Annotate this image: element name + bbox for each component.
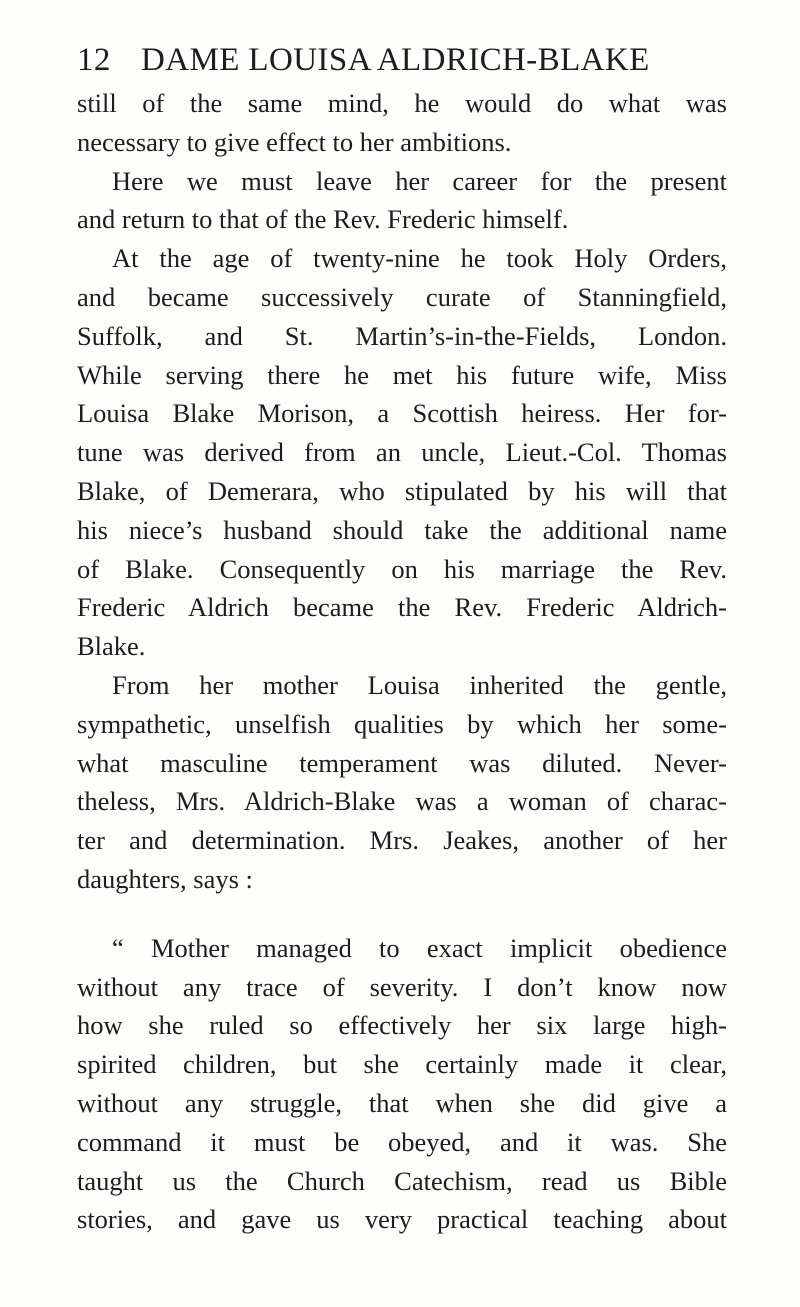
text-line: and became successively curate of Stanningfield, bbox=[77, 281, 727, 312]
text-line: Suffolk, and St. Martin’s-in-the-Fields, London. bbox=[77, 320, 727, 351]
text-line: From her mother Louisa inherited the gentle, bbox=[112, 669, 727, 700]
text-line: of Blake. Consequently on his marriage the Rev. bbox=[77, 553, 727, 584]
text-line: spirited children, but she certainly made it clear, bbox=[77, 1049, 727, 1080]
text-line: tune was derived from an uncle, Lieut.-Col. Thomas bbox=[77, 437, 727, 468]
text-line: Blake, of Demerara, who stipulated by his will that bbox=[77, 475, 727, 506]
text-line: how she ruled so effectively her six large high- bbox=[77, 1010, 727, 1041]
text-line: stories, and gave us very practical teaching about bbox=[77, 1204, 727, 1235]
text-line: Blake. bbox=[77, 631, 146, 662]
running-head bbox=[77, 40, 727, 80]
text-line: At the age of twenty-nine he took Holy Orders, bbox=[112, 243, 727, 274]
text-line: ter and determination. Mrs. Jeakes, another of her bbox=[77, 825, 727, 856]
text-line: Here we must leave her career for the present bbox=[112, 165, 727, 196]
block-quote bbox=[77, 929, 727, 1239]
text-line: theless, Mrs. Aldrich-Blake was a woman of charac- bbox=[77, 786, 727, 817]
text-line: Frederic Aldrich became the Rev. Frederic Aldrich- bbox=[77, 592, 727, 623]
text-line: his niece’s husband should take the additional name bbox=[77, 514, 727, 545]
text-line: without any trace of severity. I don’t know now bbox=[77, 971, 727, 1002]
text-line: command it must be obeyed, and it was. She bbox=[77, 1126, 727, 1157]
paragraph bbox=[77, 239, 727, 666]
text-line: without any struggle, that when she did give a bbox=[77, 1087, 727, 1118]
body-text bbox=[77, 84, 727, 1239]
text-line: While serving there he met his future wife, Miss bbox=[77, 359, 727, 390]
paragraph bbox=[77, 666, 727, 899]
paragraph bbox=[77, 162, 727, 240]
running-title: DAME LOUISA ALDRICH-BLAKE bbox=[141, 42, 650, 78]
text-line: Louisa Blake Morison, a Scottish heiress. Her for- bbox=[77, 398, 727, 429]
text-line: and return to that of the Rev. Frederic himself. bbox=[77, 204, 569, 235]
text-line: “ Mother managed to exact implicit obedience bbox=[112, 932, 727, 963]
paragraph bbox=[77, 84, 727, 162]
text-line: what masculine temperament was diluted. Never- bbox=[77, 747, 727, 778]
quote-spacer bbox=[77, 899, 727, 929]
text-line: taught us the Church Catechism, read us Bible bbox=[77, 1165, 727, 1196]
text-line: sympathetic, unselfish qualities by which her some- bbox=[77, 708, 727, 739]
text-line: still of the same mind, he would do what was bbox=[77, 88, 727, 118]
page-number: 12 bbox=[77, 42, 111, 78]
text-line: necessary to give effect to her ambitions. bbox=[77, 126, 512, 157]
text-line: daughters, says : bbox=[77, 863, 253, 894]
